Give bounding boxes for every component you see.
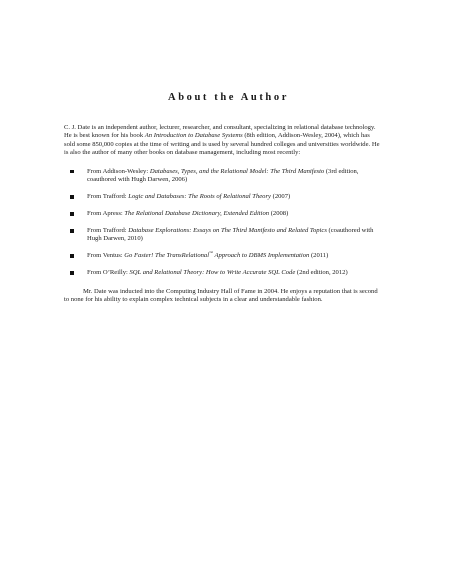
square-bullet-icon [70, 212, 74, 216]
book-details: (2007) [270, 193, 291, 201]
intro-paragraph [64, 124, 382, 158]
square-bullet-icon [70, 254, 74, 258]
book-title: SQL and Relational Theory: How to Write Accurate SQL Code [129, 269, 296, 277]
author-bio [64, 124, 382, 315]
book-item [64, 252, 382, 260]
book-publisher: From O’Reilly: [87, 269, 130, 277]
square-bullet-icon [70, 195, 74, 199]
book-details: (2011) [309, 252, 329, 260]
book-title: Logic and Databases: The Roots of Relational Theory [128, 193, 271, 201]
intro-text-start: C. J. Date is an independent author, lecturer, researcher, and consultant, specializing in relational database technology. He is best known for his book [64, 124, 376, 140]
book-publisher: From Trafford: [87, 227, 129, 235]
book-details: (2008) [269, 210, 289, 218]
book-item [64, 227, 382, 244]
book-title [124, 252, 309, 259]
square-bullet-icon [70, 170, 74, 174]
book-publisher: From Apress: [87, 210, 125, 218]
square-bullet-icon [70, 229, 74, 233]
trademark-symbol: ™ [209, 250, 213, 256]
book-details: (2nd edition, 2012) [295, 269, 348, 277]
closing-paragraph: Mr. Date was inducted into the Computing Industry Hall of Fame in 2004. He enjoys a reputation that is second to none for his ability to explain complex technical subjects in a clear and understandable fashion. [64, 287, 378, 304]
book-title: Database Explorations: Essays on The Third Manifesto and Related Topics [128, 227, 327, 235]
book-publisher: From Ventus: [87, 252, 125, 260]
page-title: About the Author [168, 92, 289, 103]
book-title-end: Approach to DBMS Implementation [212, 252, 310, 260]
book-title: The Relational Database Dictionary, Extended Edition [124, 210, 270, 218]
book-publisher: From Trafford: [87, 193, 129, 201]
book-item [64, 210, 382, 218]
book-item [64, 168, 382, 185]
book-details: (coauthored with Hugh Darwen, 2010) [87, 227, 374, 243]
intro-text-end: (8th edition, Addison-Wesley, 2004), which has sold some 850,000 copies at the time of writing and is used by several hundred colleges and universities worldwide. He is also the author of many other books on database management, including most recently: [64, 132, 380, 157]
book-title: Databases, Types, and the Relational Model: The Third Manifesto [149, 167, 325, 175]
intro-book-title: An Introduction to Database Systems [144, 132, 243, 140]
square-bullet-icon [70, 271, 74, 275]
book-item [64, 269, 382, 277]
book-list [64, 168, 382, 278]
book-item [64, 193, 382, 201]
book-title-start: Go Faster! The TransRelational [124, 252, 210, 260]
book-details: (3rd edition, coauthored with Hugh Darwen, 2006) [87, 167, 359, 184]
book-publisher: From Addison-Wesley: [87, 167, 150, 175]
